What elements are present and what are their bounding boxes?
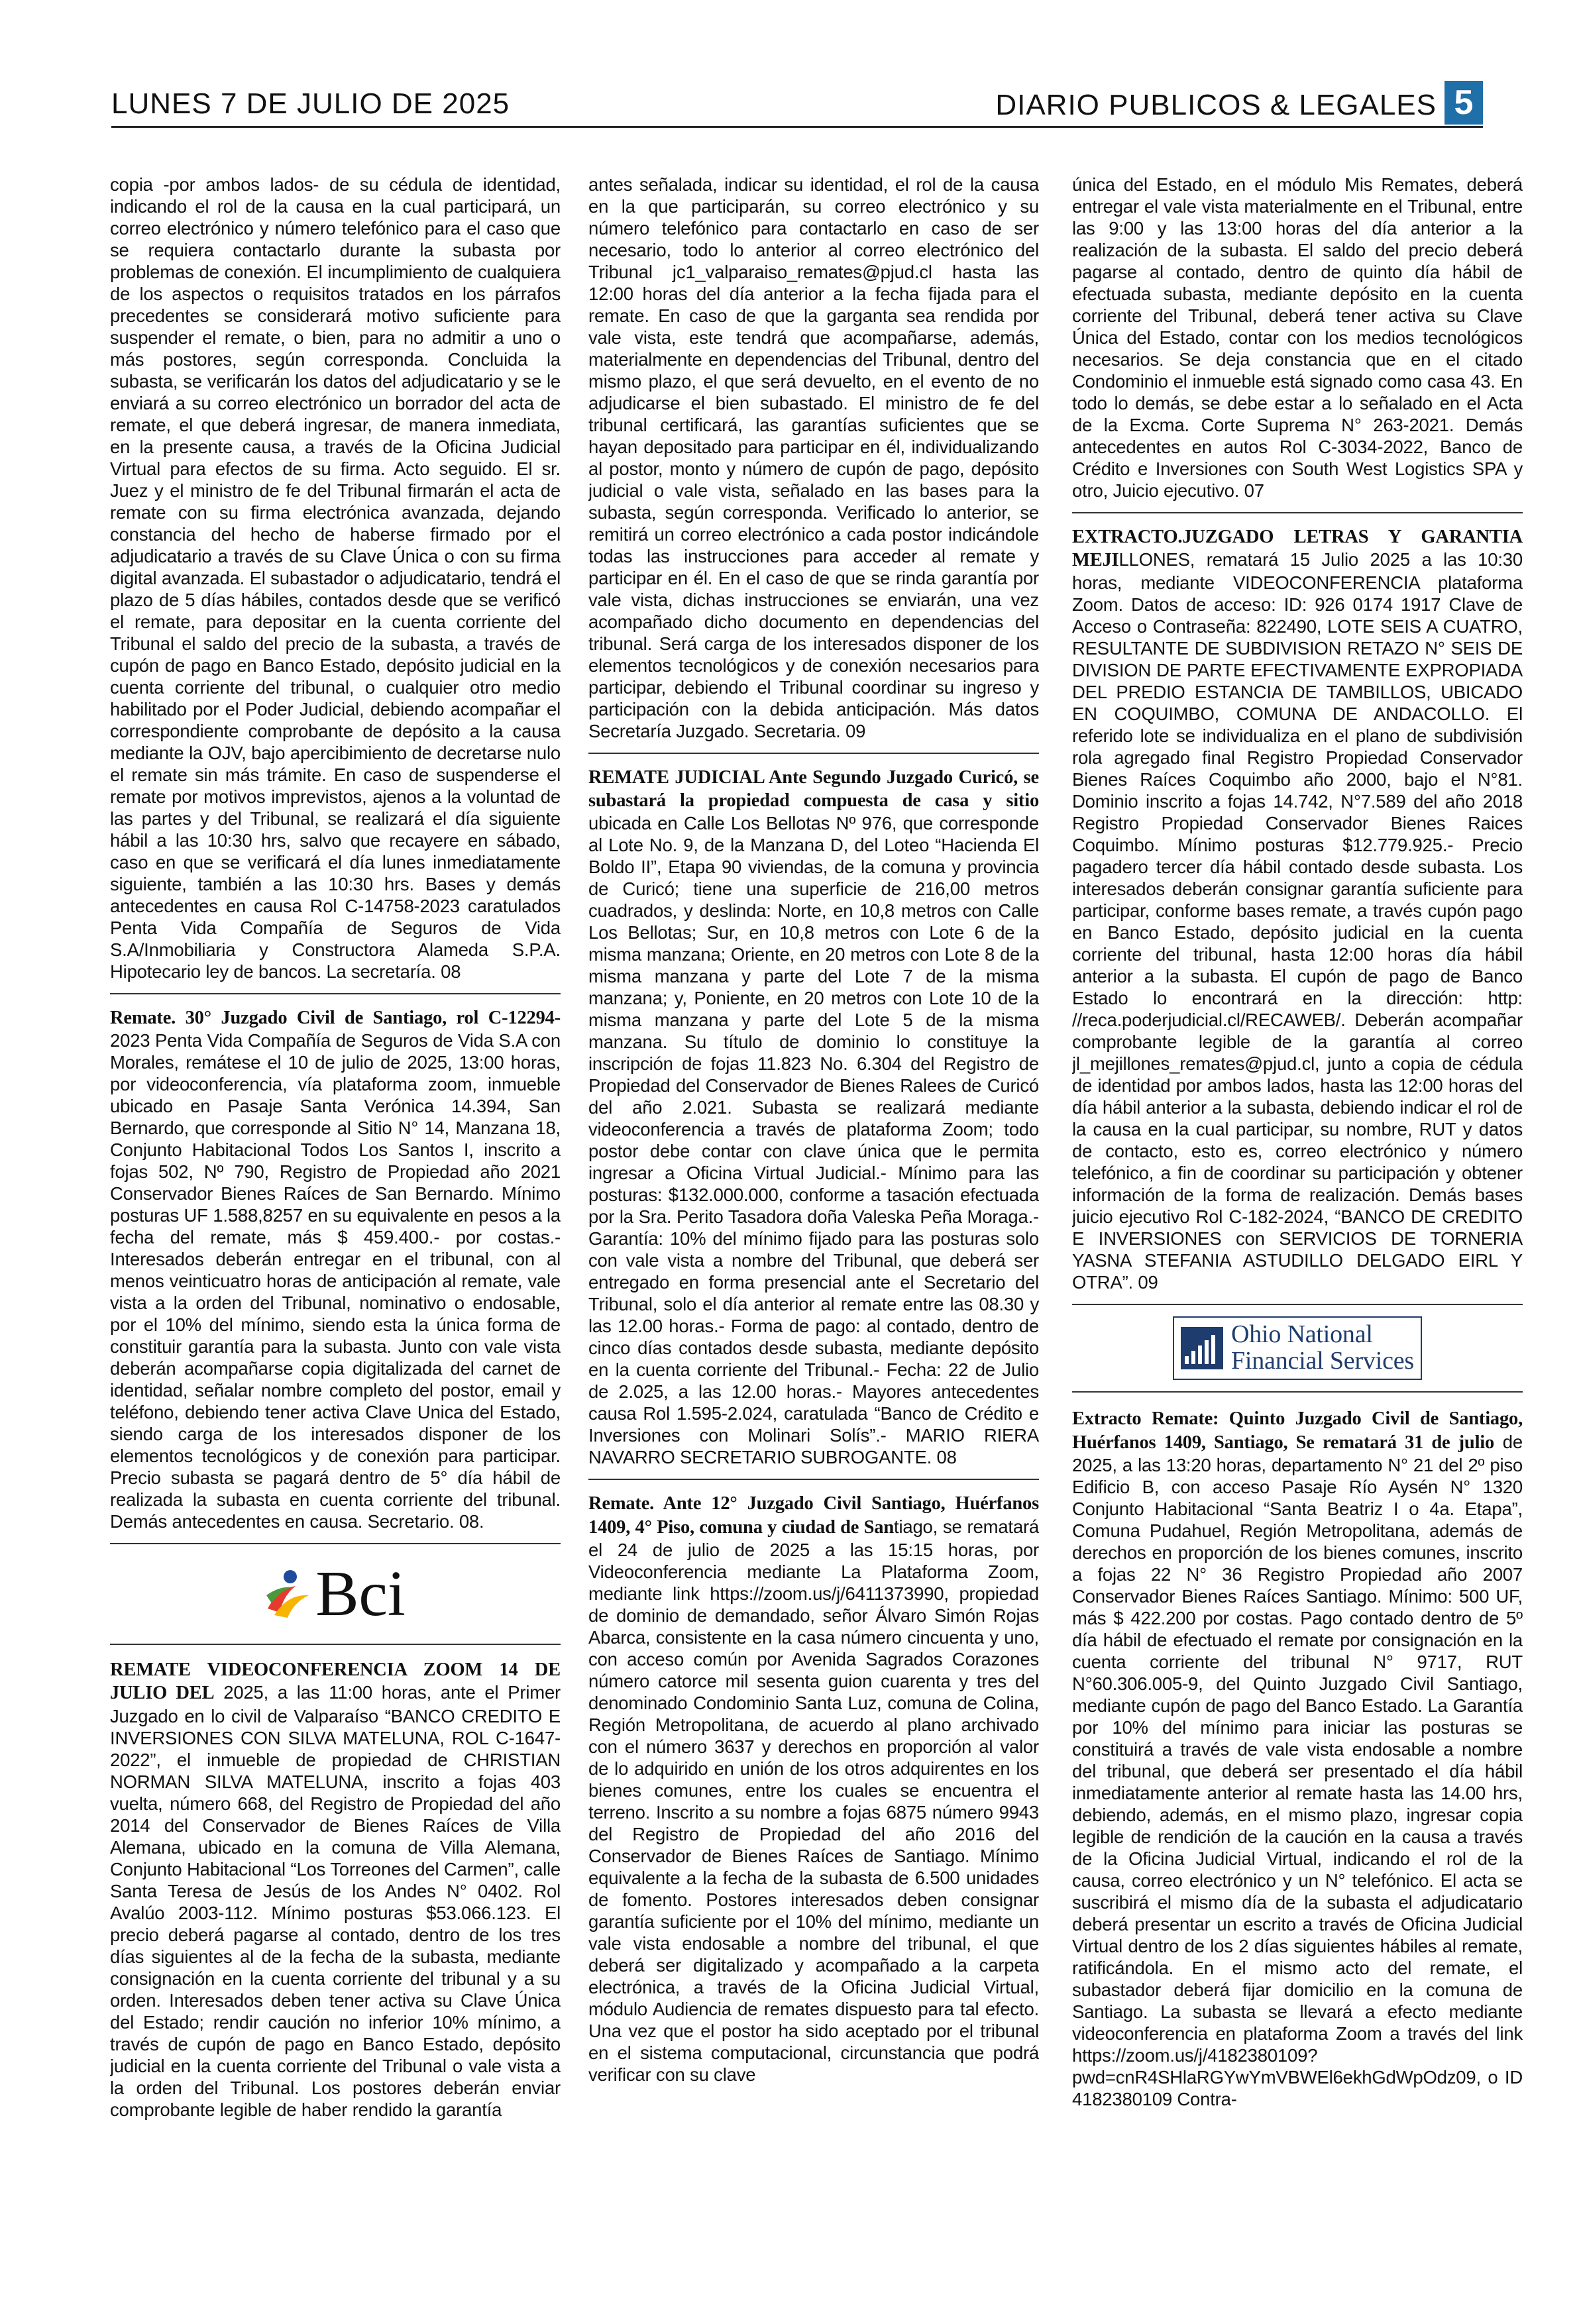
notice-1-continued: única del Estado, en el módulo Mis Remates, deberá entregar el vale vista materialmente en el Tribunal, entre las 9:00 y las 13:00 horas del día anterior a la realización de la subasta. El saldo del precio deberá pagarse al contado, dentro de quinto día hábil de efectuada subasta, mediante depósito en la cuenta corriente del Tribunal, deberá tener activa su Clave Única del Estado, contar con los medios tecnológicos necesarios. Se deja constancia que en el citado Condominio el inmueble está signado como casa 43. En todo lo demás, se debe estar a lo señalado en el Acta de la Excma. Corte Suprema N° 263-2021. Demás antecedentes en autos Rol C-3034-2022, Banco de Crédito e Inversiones con South West Logistics SPA y otro, Juicio ejecutivo. 07 xyxy=(1072,174,1523,501)
ohio-national-advertisement xyxy=(1072,1304,1523,1393)
notice-lead: Extracto Remate: Quinto Juzgado Civil de Santiago, Huérfanos 1409, Santiago, Se rematará 31 de julio xyxy=(1072,1408,1523,1453)
notice-remate-judicial-curico xyxy=(588,766,1039,1468)
bci-logo-text: Bci xyxy=(315,1558,406,1630)
notice-lead: Remate. 30° Juzgado Civil de Santiago, rol C-12294- xyxy=(110,1008,561,1028)
notice-separator xyxy=(588,753,1039,754)
notice-1-continued: antes señalada, indicar su identidad, el rol de la causa en la que participarán, su correo electrónico y su número telefónico para contactarlo en caso de ser necesario, todo lo anterior al correo electrónico del Tribunal jc1_valparaiso_remates@pjud.cl hasta las 12:00 horas del día anterior a la fecha fijada para el remate. En caso de que la garganta sea rendida por vale vista, este tendrá que acompañarse, además, materialmente en dependencias del Tribunal, dentro del mismo plazo, el que será devuelto, en el evento de no adjudicarse el bien subastado. El ministro de fe del tribunal certificará, las garantías suficientes que se hayan depositado para participar en él, individualizando al postor, monto y número de cupón de pago, depósito judicial o vale vista, señalado en las bases para la subasta, según corresponda. Verificado lo anterior, se remitirá un correo electrónico a cada postor indicándole todas las instrucciones para acceder al remate y participar en él. En el caso de que se rinda garantía por vale vista, dichas instrucciones se enviarán, una vez acompañado dicho documento en dependencias del tribunal. Será carga de los interesados disponer de los elementos tecnológicos y de conexión necesarios para participar, debiendo el Tribunal coordinar su ingreso y participación con la debida anticipación. Más datos Secretaría Juzgado. Secretaria. 09 xyxy=(588,174,1039,741)
notice-body: ubicada en Calle Los Bellotas Nº 976, que corresponde al Lote No. 9, de la Manzana D, del Loteo “Hacienda El Boldo II”, Etapa 90 viviendas, de la comuna y provincia de Curicó; tiene una superficie de 216,00 metros cuadrados, y deslinda: Norte, en 10,8 metros con Calle Los Bellotas; Sur, en 10,8 metros con Lote 6 de la misma manzana; Oriente, en 20 metros con Lote 8 de la misma manzana y parte del Lote 7 de la misma manzana; y, Poniente, en 20 metros con Lote 10 de la misma manzana y parte del Lote 5 de la misma manzana. Su título de dominio lo constituye la inscripción de fojas 11.823 No. 6.304 del Registro de Propiedad del Conservador de Bienes Ralees de Curicó del año 2.021. Subasta se realizará mediante videoconferencia a través de plataforma Zoom; todo postor debe contar con clave única que le permita ingresar a Oficina Virtual Judicial.- Mínimo para las posturas: $132.000.000, conforme a tasación efectuada por la Sra. Perito Tasadora doña Valeska Peña Moraga.- Garantía: 10% del mínimo fijado para las posturas solo con vale vista a nombre del Tribunal, que deberá ser entregado en forma presencial ante el Secretario del Tribunal, solo el día anterior al remate entre las 08.30 y las 12.00 horas.- Forma de pago: al contado, dentro de cinco días contados desde subasta, mediante depósito en la cuenta corriente del Tribunal.- Fecha: 22 de Julio de 2.025, a las 12.00 horas.- Mayores antecedentes causa Rol 1.595-2.024, caratulada “Banco de Crédito e Inversiones con Molinari Solís”.- MARIO RIERA NAVARRO SECRETARIO SUBROGANTE. 08 xyxy=(588,813,1039,1468)
notice-body: de 2025, a las 13:20 horas, departamento N° 21 del 2º piso Edificio B, con acceso Pasaje Río Aysén N° 1320 Conjunto Habitacional “Santa Beatriz I o 4a. Etapa”, Comuna Pudahuel, Región Metropolitana, además de derechos en proporción de los bienes comunes, inscrito a fojas 22 N° 36 Registro Propiedad año 2007 Conservador Bienes Raíces Santiago. Mínimo: 500 UF, más $ 422.200 por costas. Pago contado dentro de 5º día hábil de efectuado el remate por consignación en la cuenta corriente del tribunal N° 9717, RUT N°60.306.005-9, del Quinto Juzgado Civil Santiago, mediante cupón de pago del Banco Estado. La Garantía por 10% del mínimo para iniciar las posturas se constituirá a través de vale vista endosable a nombre del tribunal, que deberá ser presentado el día hábil inmediatamente anterior al remate hasta las 14.00 hrs, debiendo, además, en el mismo plazo, ingresar copia legible de rendición de la caución en la causa a través de la Oficina Judicial Virtual, indicando el rol de la causa, correo electrónico y un N° telefónico. El acta se suscribirá el mismo día de la subasta el adjudicatario deberá presentar un escrito a través de Oficina Judicial Virtual dentro de los 2 días siguientes hábiles al remate, ratificándola. En el mismo acto del remate, el subastador deberá fijar domicilio en la comuna de Santiago. La subasta se llevará a efecto mediante videoconferencia en plataforma Zoom a través del link https://zoom.us/j/4182380109?pwd=cnR4SHlaRGYwYmVBWEl6ekhGdWpOdz09, o ID 4182380109 Contra- xyxy=(1072,1431,1523,2109)
notice-separator xyxy=(588,1479,1039,1480)
notice-lead: REMATE VIDEOCONFERENCIA ZOOM 14 DE JULIO DEL xyxy=(110,1660,561,1704)
ohio-logo-icon xyxy=(1181,1327,1223,1369)
notice-extracto-quinto-juzgado xyxy=(1072,1407,1523,2109)
notice-remate-12-juzgado xyxy=(588,1492,1039,2085)
notice-body: tiago, se rematará el 24 de julio de 2025 a las 15:15 horas, por Videoconferencia mediante La Plataforma Zoom, mediante link https://zoom.us/j/6411373990, propiedad de dominio de demandado, señor Álvaro Simón Rojas Abarca, consistente en la casa número cincuenta y uno, con acceso común por Avenida Sagrados Corazones número catorce mil sesenta guion cuarenta y tres del denominado Condominio Santa Luz, comuna de Colina, Región Metropolitana, de acuerdo al plano archivado con el número 3637 y derechos en proporción al valor de lo adquirido en unión de los otros adquirentes en los bienes comunes, entre los cuales se encuentra el terreno. Inscrito a su nombre a fojas 6875 número 9943 del Registro de Propiedad del año 2016 del Conservador de Bienes Raíces de Santiago. Mínimo equivalente a la fecha de la subasta de 6.500 unidades de fomento. Postores interesados deben consignar garantía suficiente por el 10% del mínimo, mediante un vale vista endosable a nombre del tribunal, el que deberá ser digitalizado y acompañado a la carpeta electrónica, a través de la Oficina Judicial Virtual, módulo Audiencia de remates dispuesto para tal efecto. Una vez que el postor ha sido aceptado por el tribunal en el sistema computacional, circunstancia que podrá verificar con su clave xyxy=(588,1516,1039,2085)
notice-lead: Remate. Ante 12° Juzgado Civil Santiago, Huérfanos 1409, 4° Piso, comuna y ciudad de San xyxy=(588,1493,1039,1538)
notice-separator xyxy=(1072,512,1523,513)
notice-1-continued: copia -por ambos lados- de su cédula de identidad, indicando el rol de la causa en la cual participará, un correo electrónico y número telefónico para el caso que se requiera contactarlo durante la subasta por problemas de conexión. El incumplimiento de cualquiera de los aspectos o requisitos tratados en los párrafos precedentes se considerará motivo suficiente para suspender el remate, o bien, para no admitir a uno o más postores, según corresponda. Concluida la subasta, se verificarán los datos del adjudicatario y se le enviará a su correo electrónico un borrador del acta de remate, el que deberá ingresar, de manera inmediata, en la presente causa, a través de la Oficina Judicial Virtual para efectos de su firma. Acto seguido. El sr. Juez y el ministro de fe del Tribunal firmarán el acta de remate con su firma electrónica avanzada, dejando constancia del hecho de haberse firmado por el adjudicatario a través de su Clave Única o con su firma digital avanzada. El subastador o adjudicatario, tendrá el plazo de 5 días hábiles, contados desde que se verificó el remate, para depositar en la cuenta corriente del Tribunal el saldo del precio de la subasta, a través de cupón de pago en Banco Estado, depósito judicial en la cuenta corriente del tribunal, o cualquier otro medio habilitado por el Poder Judicial, debiendo acompañar el correspondiente comprobante de depósito a la causa mediante la OJV, bajo apercibimiento de decretarse nulo el remate sin más trámite. En caso de suspenderse el remate por motivos imprevistos, ajenos a la voluntad de las partes y del Tribunal, se realizará el día siguiente hábil a las 10:30 hrs, salvo que recayere en sábado, caso en que se verificará el día lunes inmediatamente siguiente, también a las 10:30 hrs. Bases y demás antecedentes en causa Rol C-14758-2023 caratulados Penta Vida Compañía de Seguros de Vida S.A/Inmobiliaria y Constructora Alameda S.P.A. Hipotecario ley de bancos. La secretaría. 08 xyxy=(110,174,561,982)
notice-extracto-mejillones xyxy=(1072,525,1523,1293)
notice-body: 2023 Penta Vida Compañía de Seguros de Vida S.A con Morales, remátese el 10 de julio de 2025, 13:00 horas, por videoconferencia, vía plataforma zoom, inmueble ubicado en Pasaje Santa Verónica 14.394, San Bernardo, que corresponde al Sitio N° 14, Manzana 18, Conjunto Habitacional Todos Los Santos I, inscrito a fojas 502, Nº 790, Registro de Propiedad año 2021 Conservador Bienes Raíces de San Bernardo. Mínimo posturas UF 1.588,8257 en su equivalente en pesos a la fecha del remate, más $ 459.400.- por costas.- Interesados deberán entregar en el tribunal, con al menos veinticuatro horas de anticipación al remate, vale vista a la orden del Tribunal, nominativo o endosable, por el 10% del mínimo, siendo esta la única forma de constituir garantía para la subasta. Junto con vale vista deberán acompañarse copia digitalizada del carnet de identidad, señalar nombre completo del postor, email y teléfono, debiendo tener activa Clave Unica del Estado, siendo carga de los interesados disponer de los elementos tecnológicos y de conexión para participar. Precio subasta se pagará dentro de 5° día hábil de realizada la subasta en cuenta corriente del tribunal. Demás antecedentes en causa. Secretario. 08. xyxy=(110,1030,561,1532)
notice-lead: REMATE JUDICIAL Ante Segundo Juzgado Curicó, se subastará la propiedad compuesta de casa y sitio xyxy=(588,767,1039,812)
bci-logo-icon xyxy=(265,1569,311,1619)
column-1 xyxy=(110,174,561,2294)
ohio-logo-line-1: Ohio National xyxy=(1230,1320,1373,1349)
notice-body: LLONES, rematará 15 Julio 2025 a las 10:30 horas, mediante VIDEOCONFERENCIA plataforma Zoom. Datos de acceso: ID: 926 0174 1917 Clave de Acceso o Contraseña: 822490, LOTE SEIS A CUATRO, RESULTANTE DE SUBDIVISION RETAZO N° SEIS DE DIVISION DE PARTE EFECTIVAMENTE EXPROPIADA DEL PREDIO ESTANCIA DE TAMBILLOS, UBICADO EN COQUIMBO, COMUNA DE ANDACOLLO. El referido lote se individualiza en el plano de subdivisión rola agregado final Registro Propiedad Conservador Bienes Raíces Coquimbo año 2000, bajo el N°81. Dominio inscrito a fojas 14.742, N°7.589 del año 2018 Registro Propiedad Conservador Bienes Raices Coquimbo. Mínimo posturas $12.779.925.- Precio pagadero tercer día hábil contado desde subasta. Los interesados deberán consignar garantía suficiente para participar, conforme bases remate, a través cupón pago en Banco Estado, depósito judicial en la cuenta corriente del tribunal, hasta 12:00 horas día hábil anterior a la subasta. El cupón de pago de Banco Estado lo encontrará en la dirección: http: //reca.poderjudicial.cl/RECAWEB/. Deberán acompañar comprobante legible de la garantía al correo jl_mejillones_remates@pjud.cl, junto a copia de cédula de identidad por ambos lados, hasta las 12:00 horas del día hábil anterior a la subasta, debiendo indicar el rol de la causa en la cual participar, su nombre, RUT y datos de contacto, esto es, correo electrónico y número telefónico, a fin de coordinar su participación y obtener información de la forma de realización. Demás bases juicio ejecutivo Rol C-182-2024, “BANCO DE CREDITO E INVERSIONES con SERVICIOS DE TORNERIA YASNA STEFANIA ASTUDILLO DELGADO EIRL Y OTRA”. 09 xyxy=(1072,549,1523,1293)
column-2 xyxy=(588,174,1039,2294)
ohio-logo-text xyxy=(1231,1322,1414,1375)
ohio-logo xyxy=(1173,1316,1422,1380)
ohio-logo-line-2: Financial Services xyxy=(1230,1347,1415,1375)
bci-advertisement xyxy=(110,1543,561,1645)
header-publication: DIARIO PUBLICOS & LEGALES xyxy=(995,89,1437,121)
notice-body: 2025, a las 11:00 horas, ante el Primer Juzgado en lo civil de Valparaíso “BANCO CREDITO E INVERSIONES CON SILVA MATELUNA, ROL C-1647-2022”, el inmueble de propiedad de CHRISTIAN NORMAN SILVA MATELUNA, inscrito a fojas 403 vuelta, número 668, del Registro de Propiedad del año 2014 del Conservador de Bienes Raíces de Villa Alemana, ubicado en la comuna de Villa Alemana, Conjunto Habitacional “Los Torreones del Carmen”, calle Santa Teresa de Jesús de los Andes N° 0402. Rol Avalúo 2003-112. Mínimo posturas $53.066.123. El precio deberá pagarse al contado, dentro de los tres días siguientes al de la fecha de la subasta, mediante consignación en la cuenta corriente del tribunal y a su orden. Interesados deben tener activa su Clave Única del Estado; rendir caución no inferior 10% mínimo, a través de cupón de pago en Banco Estado, depósito judicial en la cuenta corriente del Tribunal o vale vista a la orden del Tribunal. Los postores deberán enviar comprobante legible de haber rendido la garantía xyxy=(110,1682,561,2120)
column-3 xyxy=(1072,174,1523,2294)
header-date: LUNES 7 DE JULIO DE 2025 xyxy=(111,87,510,120)
notice-separator xyxy=(110,993,561,994)
page-number-badge: 5 xyxy=(1445,81,1483,125)
notice-remate-30-juzgado xyxy=(110,1006,561,1532)
notice-remate-videoconferencia xyxy=(110,1658,561,2120)
page-header xyxy=(111,85,1483,128)
notice-lead: EXTRACTO.JUZGADO LETRAS Y GARANTIA MEJI xyxy=(1072,527,1523,571)
